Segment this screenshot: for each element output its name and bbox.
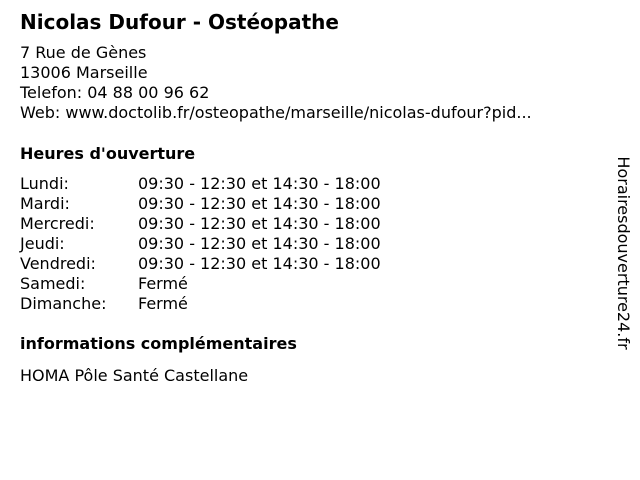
hours-row-thursday bbox=[20, 234, 381, 254]
hours-row-friday bbox=[20, 254, 381, 274]
phone-number: Telefon: 04 88 00 96 62 bbox=[20, 83, 210, 102]
hours-value: 09:30 - 12:30 et 14:30 - 18:00 bbox=[138, 214, 381, 233]
watermark-text: Horairesdouverture24.fr bbox=[614, 156, 633, 350]
hours-row-sunday bbox=[20, 294, 381, 314]
hours-value: 09:30 - 12:30 et 14:30 - 18:00 bbox=[138, 234, 381, 253]
city-postcode: 13006 Marseille bbox=[20, 63, 148, 82]
page-title: Nicolas Dufour - Ostéopathe bbox=[20, 10, 339, 34]
hours-value: 09:30 - 12:30 et 14:30 - 18:00 bbox=[138, 174, 381, 193]
hours-heading: Heures d'ouverture bbox=[20, 144, 196, 163]
day-label: Vendredi: bbox=[20, 254, 96, 273]
day-label: Mercredi: bbox=[20, 214, 95, 233]
opening-hours-list bbox=[20, 174, 381, 314]
website-url: Web: www.doctolib.fr/osteopathe/marseille/nicolas-dufour?pid... bbox=[20, 103, 532, 122]
day-label: Lundi: bbox=[20, 174, 69, 193]
hours-row-tuesday bbox=[20, 194, 381, 214]
hours-row-wednesday bbox=[20, 214, 381, 234]
additional-info-text: HOMA Pôle Santé Castellane bbox=[20, 366, 249, 385]
hours-value: 09:30 - 12:30 et 14:30 - 18:00 bbox=[138, 194, 381, 213]
day-label: Dimanche: bbox=[20, 294, 107, 313]
day-label: Mardi: bbox=[20, 194, 70, 213]
additional-info-heading: informations complémentaires bbox=[20, 334, 297, 353]
day-label: Jeudi: bbox=[20, 234, 65, 253]
hours-value: Fermé bbox=[138, 294, 188, 313]
day-label: Samedi: bbox=[20, 274, 86, 293]
site-watermark bbox=[612, 133, 634, 373]
hours-row-monday bbox=[20, 174, 381, 194]
hours-value: 09:30 - 12:30 et 14:30 - 18:00 bbox=[138, 254, 381, 273]
address-block bbox=[20, 43, 532, 123]
hours-value: Fermé bbox=[138, 274, 188, 293]
hours-row-saturday bbox=[20, 274, 381, 294]
street-address: 7 Rue de Gènes bbox=[20, 43, 147, 62]
